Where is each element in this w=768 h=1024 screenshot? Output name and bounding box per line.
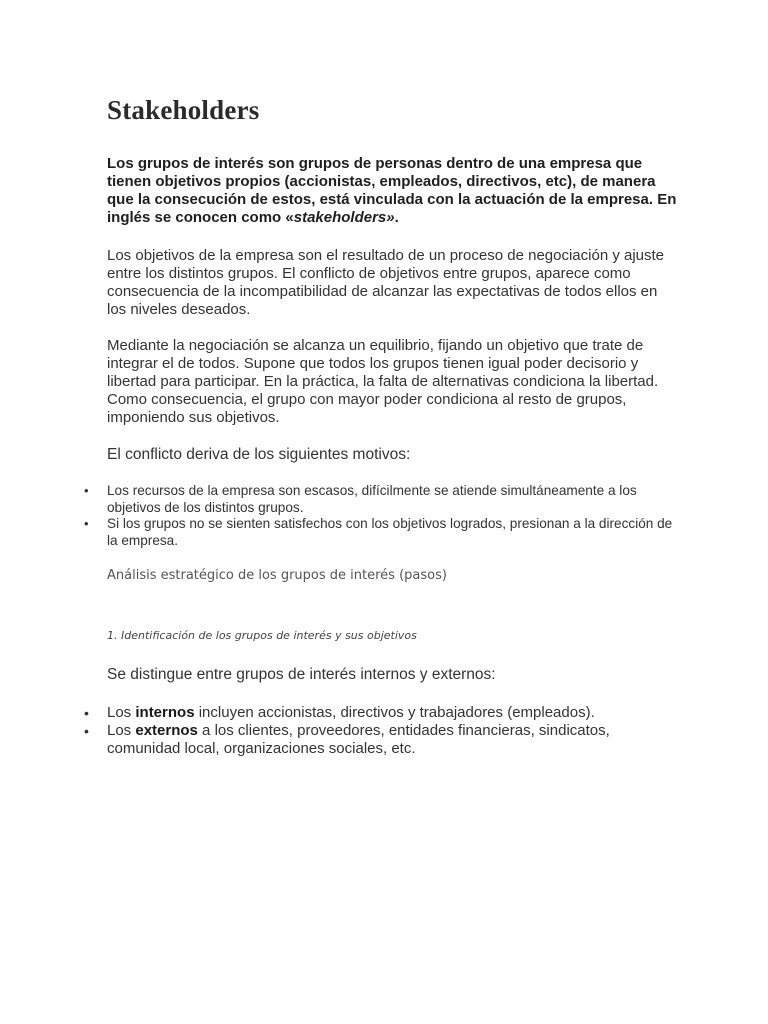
intro-text: Los grupos de interés son grupos de personas dentro de una empresa que tienen objetivos propios (accionistas, empleados, directivos, etc), de manera que la consecución de estos, está vinculada con la actuación de la empresa. En inglés se conocen como « <box>107 155 677 226</box>
list-item-pre: Los <box>107 722 136 739</box>
motives-list <box>0 483 680 549</box>
intro-emphasis: stakeholders» <box>293 209 395 226</box>
bullet-icon: • <box>84 483 89 498</box>
bullet-icon: • <box>84 516 89 531</box>
page-title: Stakeholders <box>107 95 260 125</box>
list-item-text: Si los grupos no se sienten satisfechos con los objetivos logrados, presionan a la dirección de la empresa. <box>107 516 673 548</box>
list-item <box>0 704 680 722</box>
list-item <box>0 483 680 516</box>
list-item-post: a los clientes, proveedores, entidades financieras, sindicatos, comunidad local, organizaciones sociales, etc. <box>107 722 610 757</box>
bullet-icon: • <box>84 705 89 721</box>
list-item-bold: internos <box>135 704 195 721</box>
list-item-bold: externos <box>135 722 198 739</box>
list-item-post: incluyen accionistas, directivos y trabajadores (empleados). <box>194 704 595 721</box>
paragraph-objectives: Los objetivos de la empresa son el resultado de un proceso de negociación y ajuste entre los distintos grupos. El conflicto de objetivos entre grupos, aparece como consecuencia de la incompatibilidad de alcanzar las expectativas de todos ellos en los niveles deseados. <box>107 247 665 318</box>
list-item-pre: Los <box>107 704 136 721</box>
paragraph-negotiation: Mediante la negociación se alcanza un equilibrio, fijando un objetivo que trate de integrar el de todos. Supone que todos los grupos tienen igual poder decisorio y libertad para participar. En la práctica, la falta de alternativas condiciona la libertad. Como consecuencia, el grupo con mayor poder condiciona al resto de grupos, imponiendo sus objetivos. <box>107 337 659 426</box>
paragraph-conflict-intro: El conflicto deriva de los siguientes motivos: <box>107 446 411 463</box>
groups-list <box>0 704 680 758</box>
paragraph-groups-intro: Se distingue entre grupos de interés internos y externos: <box>107 666 496 683</box>
bullet-icon: • <box>84 723 89 739</box>
intro-end: . <box>394 209 399 226</box>
list-item <box>0 722 680 758</box>
step-heading: 1. Identificación de los grupos de interés y sus objetivos <box>107 629 417 642</box>
list-item-text: Los recursos de la empresa son escasos, difícilmente se atiende simultáneamente a los objetivos de los distintos grupos. <box>107 483 637 515</box>
analysis-heading: Análisis estratégico de los grupos de interés (pasos) <box>107 568 447 583</box>
intro-paragraph <box>107 155 677 227</box>
list-item <box>0 516 680 549</box>
